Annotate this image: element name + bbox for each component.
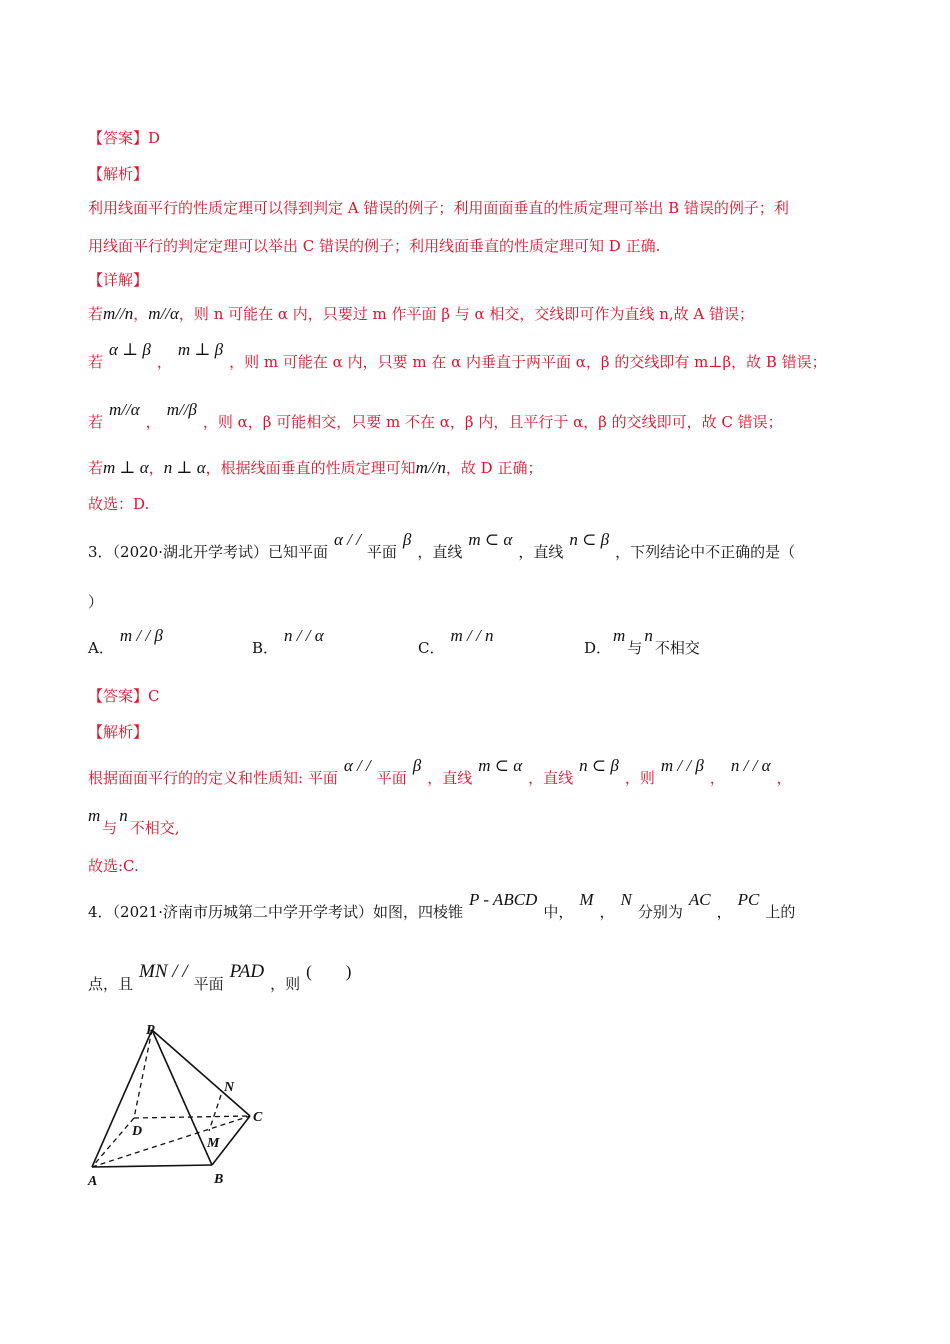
question-number: 3． <box>88 543 113 561</box>
label-D: D <box>132 1124 143 1139</box>
math-expr: m ⊥ β <box>177 340 224 359</box>
math-expr: n <box>644 626 653 645</box>
math-expr: β <box>412 756 422 775</box>
question-number: 4． <box>88 903 113 921</box>
answer-tag: 【答案】 <box>88 687 149 705</box>
math-expr: M <box>579 890 594 909</box>
label-B: B <box>214 1172 224 1187</box>
question-text: 点，且 <box>88 975 134 993</box>
detail-line-2 <box>88 340 827 372</box>
answer-line-prev <box>88 128 160 148</box>
math-expr: m / / β <box>119 626 163 645</box>
math-expr: P - ABCD <box>469 890 538 909</box>
question-3-line1 <box>88 530 796 562</box>
option-text: 不相交 <box>654 639 700 657</box>
analysis-text: ， <box>709 769 725 787</box>
math-expr: N <box>620 890 632 909</box>
answer-value: C <box>148 687 160 705</box>
math-expr: m <box>88 806 101 825</box>
detail-text: ，故 D 正确； <box>445 459 543 477</box>
question-text: ，下列结论中不正确的是（ <box>615 543 796 561</box>
option-label: A． <box>88 639 114 657</box>
detail-text: ，则 n 可能在 α 内，只要过 m 作平面 β 与 α 相交，交线即可作为直线 n,故 A 错误； <box>178 305 754 323</box>
analysis-text: 平面 <box>376 769 407 787</box>
question-text: ，直线 <box>417 543 463 561</box>
question-text: （2020·湖北开学考试）已知平面 <box>112 543 328 561</box>
analysis-text: ，直线 <box>427 769 473 787</box>
detail-text: 若 <box>88 459 104 477</box>
math-expr: m / / n <box>450 626 494 645</box>
analysis-text-line1: 利用线面平行的性质定理可以得到判定 A 错误的例子；利用面面垂直的性质定理可举出 B 错误的例子；利 <box>88 199 789 217</box>
option-label: D． <box>584 639 612 657</box>
analysis-text: 根据面面平行的的定义和性质知: 平面 <box>88 769 338 787</box>
edge-PC <box>152 1030 250 1116</box>
answer-line-q3 <box>88 686 160 706</box>
analysis-q3-line2 <box>88 806 180 838</box>
label-C: C <box>253 1110 263 1125</box>
edge-PA <box>92 1030 152 1167</box>
answer-tag: 【答案】 <box>88 129 149 147</box>
option-label: C． <box>418 639 445 657</box>
question-4-line1 <box>88 890 796 922</box>
option-label: B． <box>252 639 279 657</box>
detail-text: ，则 α，β 可能相交，只要 m 不在 α，β 内，且平行于 α，β 的交线即可，故 C 错误； <box>202 413 783 431</box>
math-expr: MN / / <box>139 961 188 982</box>
option-c[interactable] <box>418 626 499 658</box>
analysis-text: ， <box>776 769 792 787</box>
pyramid-figure <box>84 1020 284 1190</box>
detail-text: 若 <box>88 305 104 323</box>
analysis-q3-line1 <box>88 756 792 788</box>
answer-blank: ( ) <box>306 962 352 981</box>
math-expr: α / / <box>334 530 361 549</box>
option-a[interactable] <box>88 626 169 658</box>
detail-text: ， <box>145 413 161 431</box>
math-expr: m//β <box>166 400 197 419</box>
analysis-q3-choice: 故选:C. <box>88 857 139 875</box>
question-3-close: ） <box>88 593 104 611</box>
question-text: 上的 <box>765 903 796 921</box>
detail-line-1 <box>88 304 754 324</box>
math-expr: PC <box>737 890 760 909</box>
detail-text: 若 <box>88 413 104 431</box>
question-text: 中， <box>543 903 574 921</box>
math-expr: m <box>613 626 626 645</box>
math-expr: m//n <box>415 458 446 477</box>
detail-text: ，则 m 可能在 α 内，只要 m 在 α 内垂直于两平面 α，β 的交线即有 m⊥β，故 B 错误； <box>229 353 827 371</box>
option-d[interactable] <box>584 626 700 658</box>
math-expr: α ⊥ β <box>109 340 151 359</box>
detail-line-3 <box>88 400 783 432</box>
edge-AB <box>92 1165 212 1167</box>
math-expr: m//α <box>148 304 179 323</box>
edge-PD <box>134 1030 152 1118</box>
question-4-line2 <box>88 961 357 994</box>
math-expr: m ⊥ α <box>103 458 149 477</box>
edge-DC <box>134 1116 250 1118</box>
math-expr: n <box>119 806 128 825</box>
detail-text: ，根据线面垂直的性质定理可知 <box>205 459 416 477</box>
math-expr: m//α <box>109 400 140 419</box>
question-text: 分别为 <box>637 903 683 921</box>
analysis-text: 不相交, <box>129 819 180 837</box>
math-expr: n / / α <box>284 626 324 645</box>
math-expr: AC <box>688 890 711 909</box>
math-expr: m//n <box>103 304 134 323</box>
detail-tag-prev: 【详解】 <box>88 271 149 289</box>
analysis-text: 与 <box>102 819 118 837</box>
detail-text: ， <box>133 305 149 323</box>
analysis-tag-prev: 【解析】 <box>88 165 149 183</box>
math-expr: β <box>402 530 412 549</box>
answer-value: D <box>148 129 161 147</box>
detail-text: ， <box>148 459 164 477</box>
label-M: M <box>207 1136 220 1151</box>
math-expr: m ⊂ α <box>468 530 513 549</box>
segment-MN <box>209 1095 221 1131</box>
analysis-text-line2: 用线面平行的判定定理可以举出 C 错误的例子；利用线面垂直的性质定理可知 D 正确. <box>88 237 661 255</box>
math-expr: n ⊂ β <box>569 530 610 549</box>
label-N: N <box>224 1080 235 1095</box>
analysis-text: ，则 <box>624 769 655 787</box>
option-b[interactable] <box>252 626 330 658</box>
question-text: （2021·济南市历城第二中学开学考试）如图，四棱锥 <box>112 903 463 921</box>
math-expr: α / / <box>343 756 371 775</box>
question-text: 平面 <box>366 543 397 561</box>
math-expr: n ⊂ β <box>579 756 619 775</box>
diag-AC <box>92 1116 250 1167</box>
detail-choice-prev: 故选：D. <box>88 495 150 513</box>
question-text: ， <box>599 903 615 921</box>
question-text: 平面 <box>193 975 224 993</box>
detail-line-4 <box>88 458 542 478</box>
math-expr: m / / β <box>660 756 704 775</box>
math-expr: PAD <box>229 961 265 982</box>
math-expr: n / / α <box>730 756 771 775</box>
option-text: 与 <box>627 639 643 657</box>
label-P: P <box>146 1023 155 1038</box>
question-text: ， <box>716 903 732 921</box>
detail-text: ， <box>156 353 172 371</box>
math-expr: m ⊂ α <box>478 756 523 775</box>
label-A: A <box>88 1174 98 1189</box>
detail-text: 若 <box>88 353 104 371</box>
question-text: ，则 <box>270 975 301 993</box>
analysis-tag-q3: 【解析】 <box>88 723 149 741</box>
analysis-text: ，直线 <box>528 769 574 787</box>
math-expr: n ⊥ α <box>163 458 206 477</box>
question-text: ，直线 <box>518 543 564 561</box>
